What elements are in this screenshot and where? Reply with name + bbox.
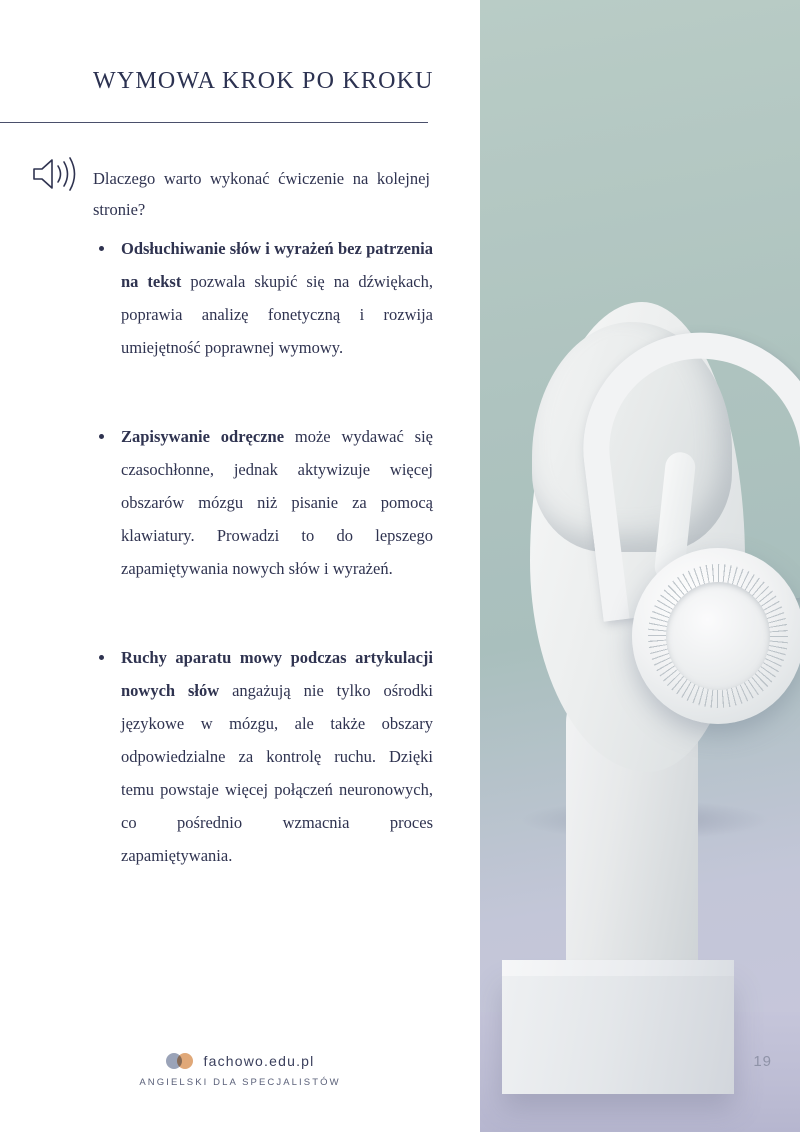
photo-panel xyxy=(480,0,800,1132)
list-item-lead: Odsłuchiwanie słów i wyrażeń bez patrzenia na tekst xyxy=(121,239,433,291)
benefits-list xyxy=(93,232,433,872)
list-item-body: pozwala skupić się na dźwiękach, poprawia analizę fonetyczną i rozwija umiejętność poprawnej wymowy. xyxy=(121,272,433,357)
footer-brand: fachowo.edu.pl xyxy=(203,1053,315,1069)
list-item-lead: Ruchy aparatu mowy podczas artykulacji nowych słów xyxy=(121,648,433,700)
statue-bust-image xyxy=(490,152,780,982)
logo-circles-icon xyxy=(166,1053,200,1069)
list-item xyxy=(93,641,433,872)
list-item-body: może wydawać się czasochłonne, jednak aktywizuje więcej obszarów mózgu niż pisanie za pomocą klawiatury. Prowadzi to do lepszego zapamiętywania nowych słów i wyrażeń. xyxy=(121,427,433,578)
footer-logo xyxy=(166,1053,315,1069)
list-item-body: angażują nie tylko ośrodki językowe w mózgu, ale także obszary odpowiedzialne za kontrolę ruchu. Dzięki temu powstaje więcej połączeń neuronowych, co pośrednio wzmacnia proces zapamiętywania. xyxy=(121,681,433,865)
list-item xyxy=(93,232,433,364)
statue-plinth xyxy=(502,974,734,1094)
footer-tagline: ANGIELSKI DLA SPECJALISTÓW xyxy=(139,1077,341,1088)
headphones-earcup xyxy=(632,548,800,724)
list-item-lead: Zapisywanie odręczne xyxy=(121,427,285,446)
intro-paragraph: Dlaczego warto wykonać ćwiczenie na kolejnej stronie? xyxy=(93,168,430,219)
footer xyxy=(0,1053,480,1088)
page-number: 19 xyxy=(753,1053,772,1070)
speaker-icon xyxy=(26,152,78,196)
title-divider xyxy=(0,122,428,123)
list-item xyxy=(93,420,433,585)
page-title: WYMOWA KROK PO KROKU xyxy=(93,68,434,94)
